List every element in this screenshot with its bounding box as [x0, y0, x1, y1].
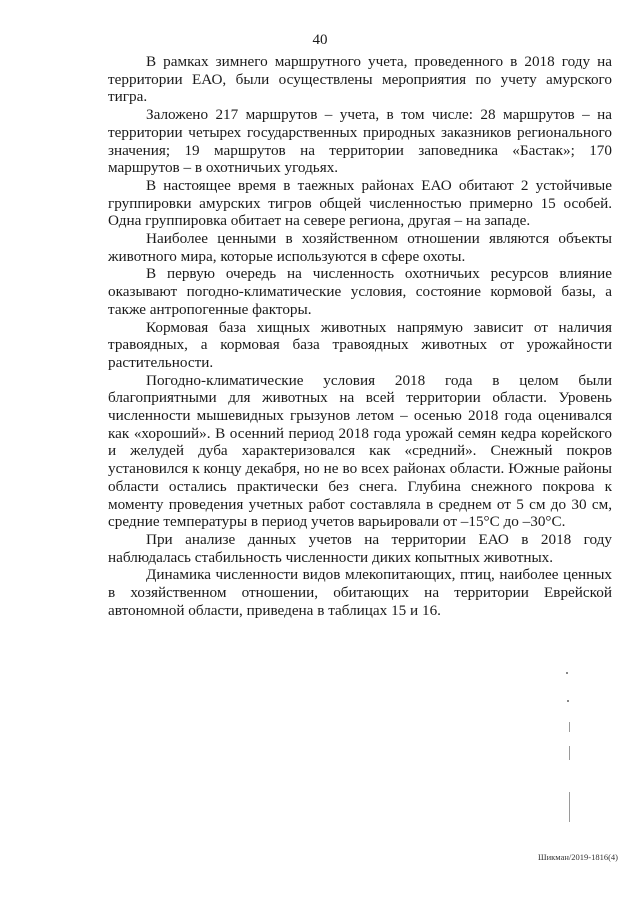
paragraph: Наиболее ценными в хозяйственном отношении являются объекты животного мира, которые используются в сфере охоты.: [108, 230, 612, 265]
paragraph: В рамках зимнего маршрутного учета, проведенного в 2018 году на территории ЕАО, были осуществлены мероприятия по учету амурского тигра.: [108, 53, 612, 106]
paragraph: При анализе данных учетов на территории ЕАО в 2018 году наблюдалась стабильность численности диких копытных животных.: [108, 530, 612, 566]
footer-document-code: Шикман/2019-1816(4): [538, 852, 618, 862]
page-number: 40: [312, 32, 328, 48]
paragraph: Кормовая база хищных животных напрямую зависит от наличия травоядных, а кормовая база травоядных животных от урожайности растительности.: [108, 318, 612, 371]
scan-artifact: [567, 700, 569, 702]
scan-artifact: [566, 672, 568, 674]
paragraph: В настоящее время в таежных районах ЕАО обитают 2 устойчивые группировки амурских тигров общей численностью примерно 15 особей. Одна группировка обитает на севере региона, другая – на западе.: [108, 176, 612, 230]
paragraph: Погодно-климатические условия 2018 года в целом были благоприятными для животных на всей территории области. Уровень численности мышевидных грызунов летом – осенью 2018 года оценивался как «хороший». В осенний период 2018 года урожай семян кедра корейского и желудей дуба характеризовался как «средний». Снежный покров установился к концу декабря, но не во всех районах области. Южные районы области остались практически без снега. Глубина снежного покрова к моменту проведения учетных работ составляла в среднем от 5 см до 30 см, средние температуры в период учетов варьировали от –15°С до –30°С.: [108, 371, 612, 531]
document-body: [108, 53, 612, 620]
paragraph: В первую очередь на численность охотничьих ресурсов влияние оказывают погодно-климатические условия, состояние кормовой базы, а также антропогенные факторы.: [108, 265, 612, 318]
scan-artifact: [569, 722, 570, 732]
paragraph: Заложено 217 маршрутов – учета, в том числе: 28 маршрутов – на территории четырех государственных природных заказников регионального значения; 19 маршрутов на территории заповедника «Бастак»; 170 маршрутов – в охотничьих угодьях.: [108, 106, 612, 177]
scan-artifact: [569, 792, 570, 822]
scan-artifact: [569, 746, 570, 760]
paragraph: Динамика численности видов млекопитающих, птиц, наиболее ценных в хозяйственном отношении, обитающих на территории Еврейской автономной области, приведена в таблицах 15 и 16.: [108, 566, 612, 619]
